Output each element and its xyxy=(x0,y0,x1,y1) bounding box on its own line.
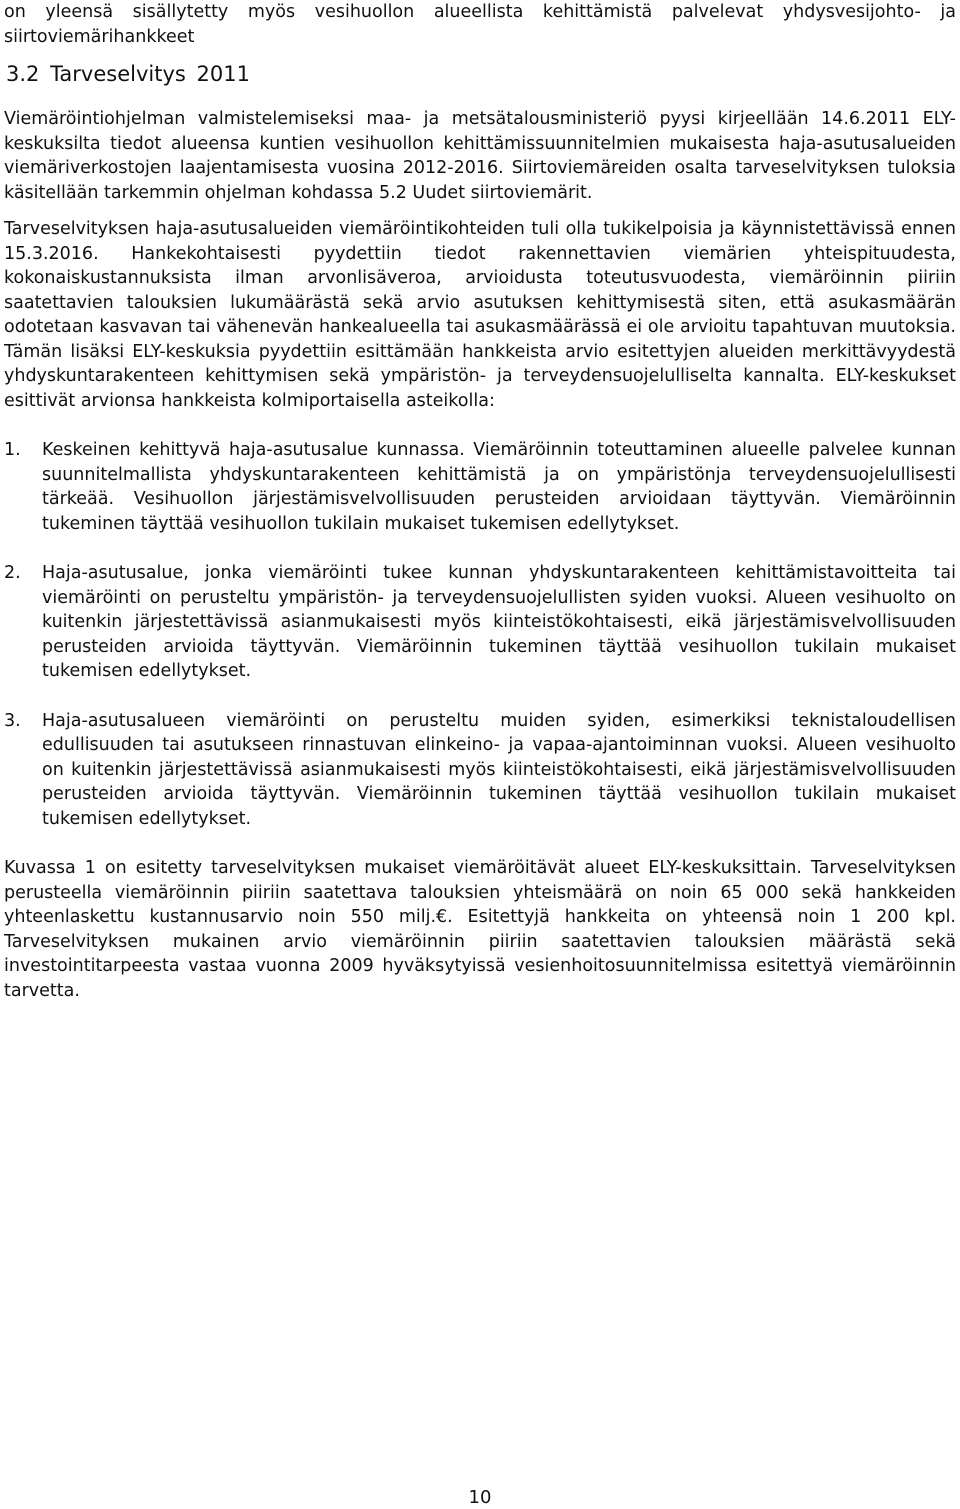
list-item xyxy=(4,438,956,536)
section-heading: 3.2 Tarveselvitys 2011 xyxy=(6,62,250,86)
paragraph-request: Viemäröintiohjelman valmistelemiseksi maa- ja metsätalousministeriö pyysi kirjeellään 14.6.2011 ELY-keskuksilta tiedot alueensa kuntien vesihuollon kehittämissuunnitelmien mukaisesta haja-asutusalueiden viemäriverkostojen laajentamisesta vuosina 2012-2016. Siirtoviemäreiden osalta tarveselvityksen tuloksia käsitellään tarkemmin ohjelman kohdassa 5.2 Uudet siirtoviemärit. xyxy=(4,109,956,203)
spacer xyxy=(4,536,956,561)
list-item-number: 3. xyxy=(4,710,21,731)
list-item-number: 2. xyxy=(4,563,21,583)
list-item-text: Haja-asutusalueen viemäröinti on perusteltu muiden syiden, esimerkiksi teknistaloudellisen edullisuuden tai asutukseen rinnastuvan elinkeino- ja vapaa-ajantoiminnan vuoksi. Alueen vesihuolto on kuitenkin järjestettävissä asianmukaisesti myös kiinteistökohtaisesti, eikä järjestämisvelvollisuuden perusteiden arvioida täyttyvän. Viemäröinnin tukeminen täyttää vesihuollon tukilain mukaiset tukemisen edellytykset. xyxy=(42,710,956,829)
list-item xyxy=(4,561,956,684)
spacer xyxy=(4,413,956,438)
list-item xyxy=(4,709,956,832)
paragraph-criteria: Tarveselvityksen haja-asutusalueiden viemäröintikohteiden tuli olla tukikelpoisia ja käynnistettävissä ennen 15.3.2016. Hankekohtaisesti pyydettiin tiedot rakennettavien viemärien yhteispituudesta, kokonaiskustannuksista ilman arvonlisäveroa, arvioidusta toteutusvuodesta, viemäröinnin piiriin saatettavien talouksien lukumäärästä sekä arvio asutuksen kehittymisestä siten, että asukasmäärän odotetaan kasvavan tai vähenevän hankealueella tai asukasmäärässä ei ole arvioitu tapahtuvan muutoksia. Tämän lisäksi ELY-keskuksia pyydettiin esittämään hankkeista arvio esitettyjen alueiden merkittävyydestä yhdyskuntarakenteen kehittymisen sekä ympäristön- ja terveydensuojelulliselta kannalta. ELY-keskukset esittivät arvionsa hankkeista kolmiportaisella asteikolla: xyxy=(4,219,956,411)
spacer xyxy=(4,87,956,107)
document-page xyxy=(4,0,956,1003)
list-item-number: 1. xyxy=(4,440,21,460)
spacer xyxy=(4,205,956,217)
intro-continuation-paragraph: on yleensä sisällytetty myös vesihuollon alueellista kehittämistä palvelevat yhdysvesijohto- ja siirtoviemärihankkeet xyxy=(4,2,956,47)
list-item-text: Haja-asutusalue, jonka viemäröinti tukee kunnan yhdyskuntarakenteen kehittämistavoitteita tai viemäröinti on perusteltu ympäristön- ja terveydensuojelullisten syiden vuoksi. Alueen vesihuolto on kuitenkin järjestettävissä asianmukaisesti myös kiinteistökohtaisesti, eikä järjestämisvelvollisuuden perusteiden arvioida täyttyvän. Viemäröinnin tukeminen täyttää vesihuollon tukilain mukaiset tukemisen edellytykset. xyxy=(42,563,956,681)
list-item-text: Keskeinen kehittyvä haja-asutusalue kunnassa. Viemäröinnin toteuttaminen alueelle palvelee kunnan suunnitelmallista yhdyskuntarakenteen kehittämistä ja on ympäristönja terveydensuojelullisesti tärkeää. Vesihuollon järjestämisvelvollisuuden perusteiden arvioidaan täyttyvän. Viemäröinnin tukeminen täyttää vesihuollon tukilain mukaiset tukemisen edellytykset. xyxy=(42,440,956,534)
spacer xyxy=(4,684,956,709)
spacer xyxy=(4,831,956,856)
spacer xyxy=(4,49,956,61)
paragraph-summary: Kuvassa 1 on esitetty tarveselvityksen mukaiset viemäröitävät alueet ELY-keskuksittain. Tarveselvityksen perusteella viemäröinnin piiriin saatettava talouksien yhteismäärä on noin 65 000 sekä hankkeiden yhteenlaskettu kustannusarvio noin 550 milj.€. Esitettyjä hankkeita on yhteensä noin 1 200 kpl. Tarveselvityksen mukainen arvio viemäröinnin piiriin saatettavien talouksien määrästä sekä investointitarpeesta vastaa vuonna 2009 hyväksytyissä vesienhoitosuunnitelmissa esitettyä viemäröinnin tarvetta. xyxy=(4,858,956,1001)
page-number: 10 xyxy=(468,1487,492,1508)
